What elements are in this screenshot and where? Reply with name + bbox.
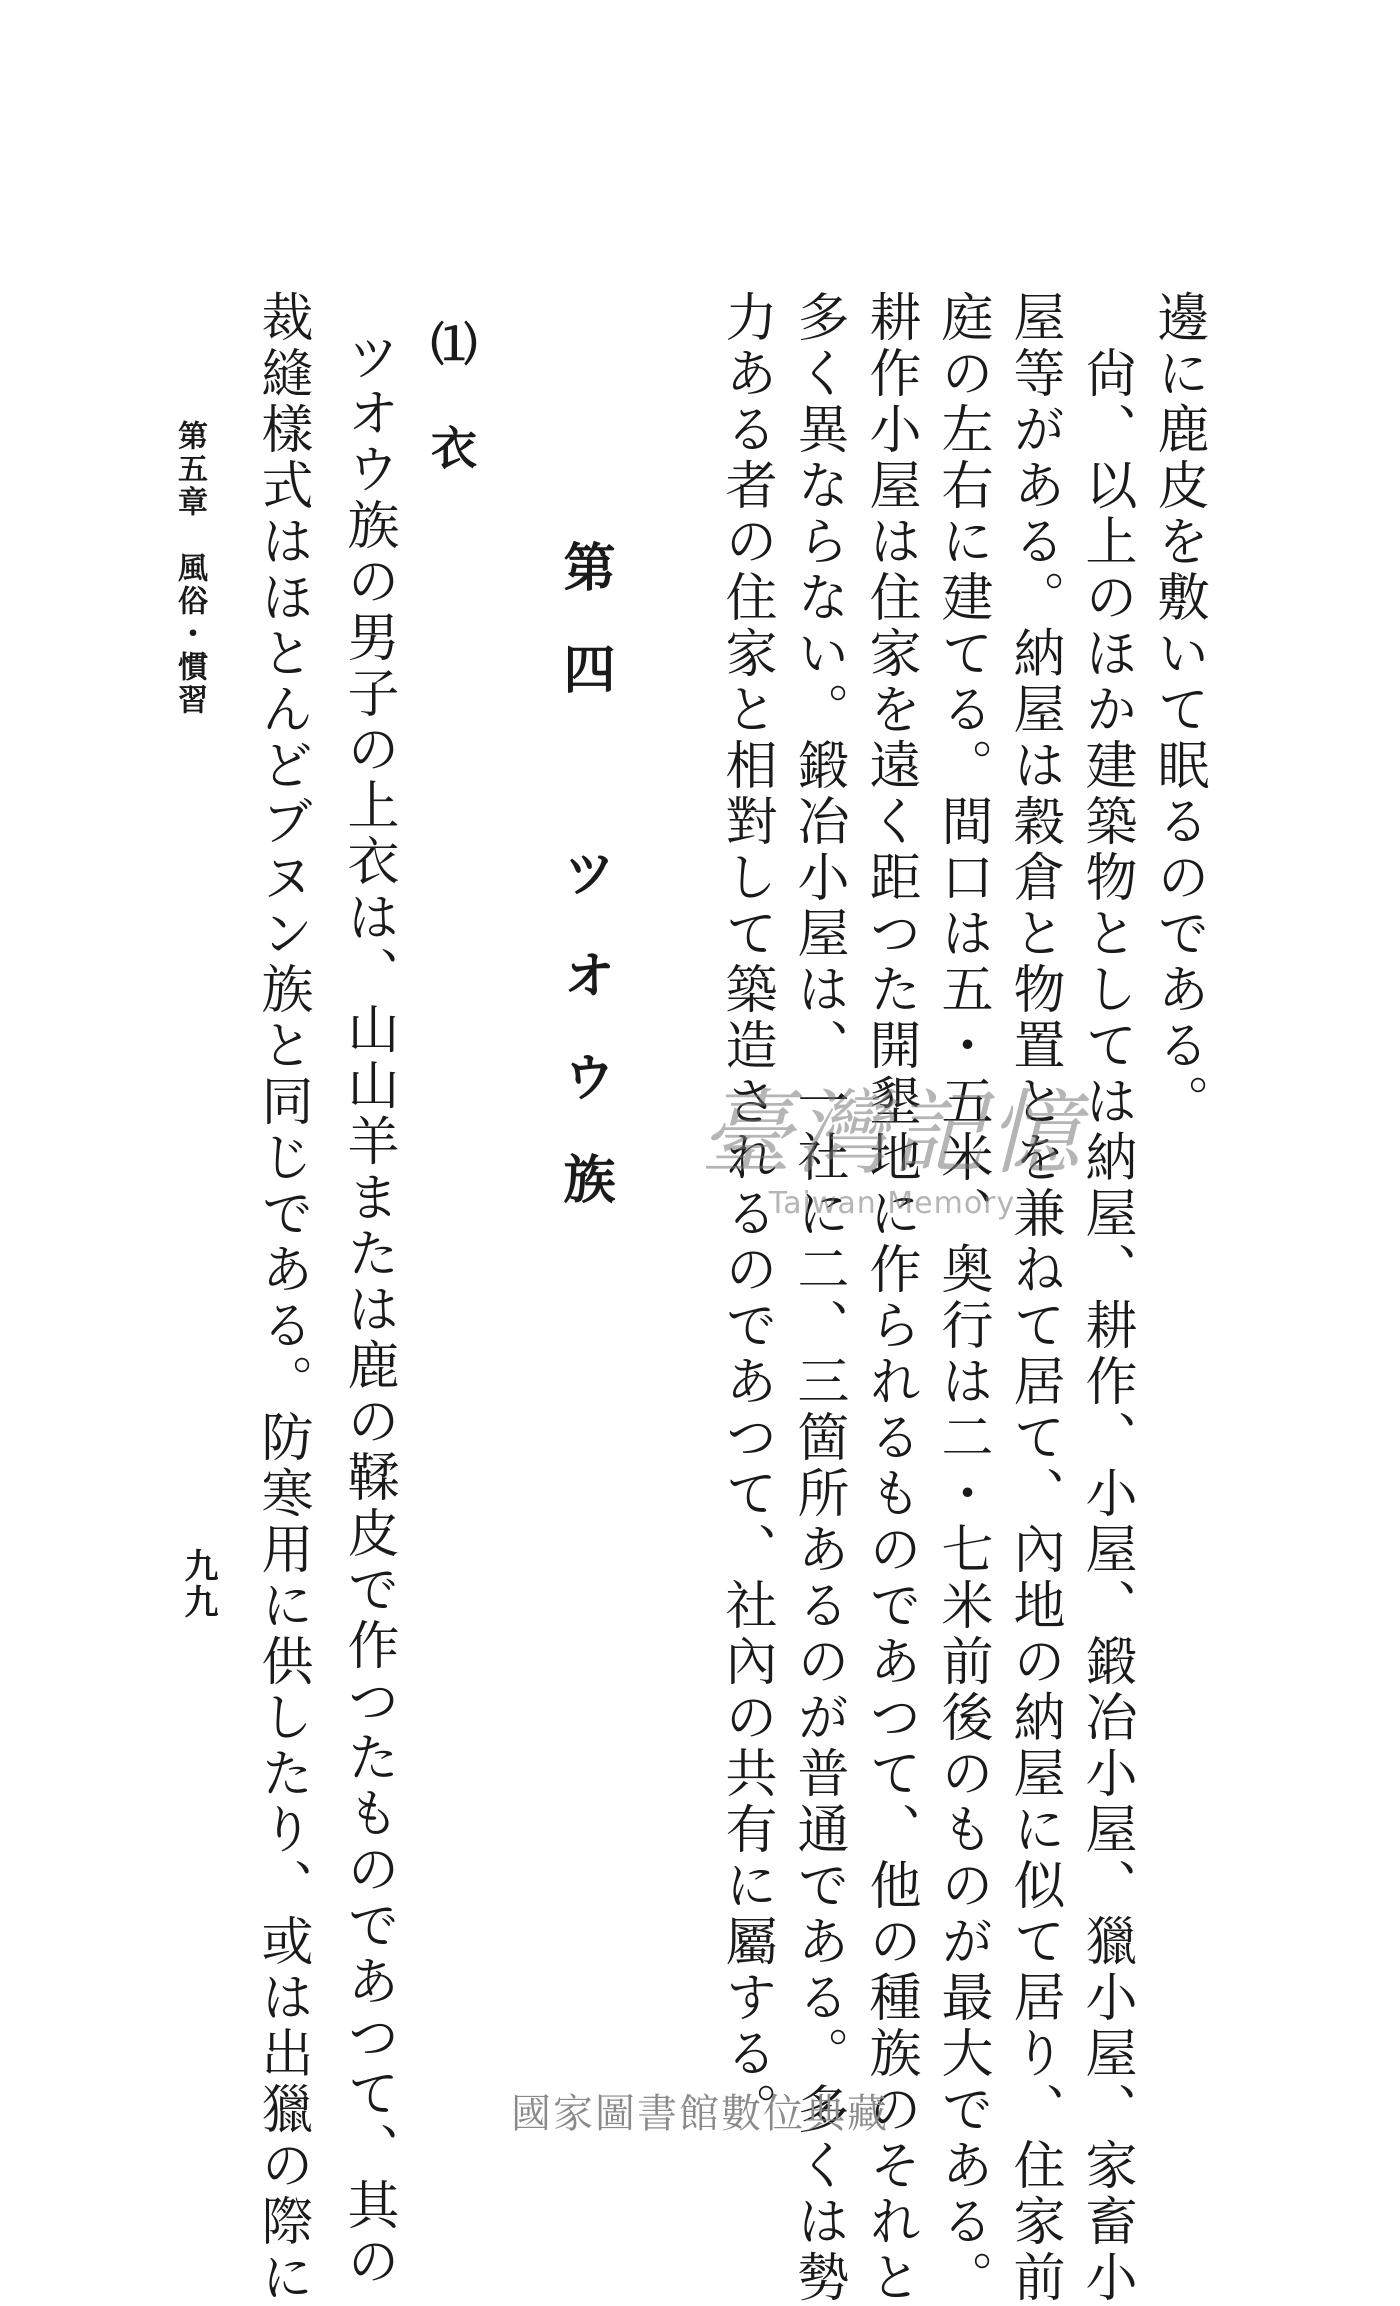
section-text-column-1: ツオウ族の男子の上衣は、山山羊または鹿の鞣皮で作つたものであつて、其の bbox=[338, 330, 398, 2290]
page-number: 九九 bbox=[178, 1548, 218, 1620]
text-column-7: 力ある者の住家と相對して築造されるのであつて、社內の共有に屬する。 bbox=[716, 290, 776, 2138]
subheading: ⑴ 衣 bbox=[424, 320, 478, 476]
text-column-1: 邊に鹿皮を敷いて眠るのである。 bbox=[1148, 290, 1208, 1130]
section-text-column-2: 裁縫樣式はほとんどブヌン族と同じである。防寒用に供したり、或は出獵の際に bbox=[252, 290, 312, 2306]
text-column-3: 屋等がある。納屋は穀倉と物置とを兼ねて居て、內地の納屋に似て居り、住家前 bbox=[1004, 290, 1064, 2306]
section-heading: 第四 ツオウ族 bbox=[554, 540, 614, 1254]
text-column-4: 庭の左右に建てる。間口は五・五米、奥行は二・七米前後のものが最大である。 bbox=[932, 290, 992, 2306]
watermark-subtitle: Taiwan Memory bbox=[768, 1186, 1016, 1221]
watermark-logo: 臺灣記憶 bbox=[700, 1080, 1085, 1187]
footer-caption: 國家圖書館數位典藏 bbox=[511, 2091, 889, 2137]
text-column-6: 多く異ならない。鍛冶小屋は、一社に二、三箇所あるのが普通である。多くは勢 bbox=[788, 290, 848, 2306]
running-head: 第五章 風俗・慣習 bbox=[172, 420, 207, 717]
text-column-2: 尙、以上のほか建築物としては納屋、耕作、小屋、鍛冶小屋、獵小屋、家畜小 bbox=[1076, 290, 1136, 2306]
watermark bbox=[700, 1060, 1084, 1221]
text-column-5: 耕作小屋は住家を遠く距つた開墾地に作られるものであつて、他の種族のそれと bbox=[860, 290, 920, 2306]
